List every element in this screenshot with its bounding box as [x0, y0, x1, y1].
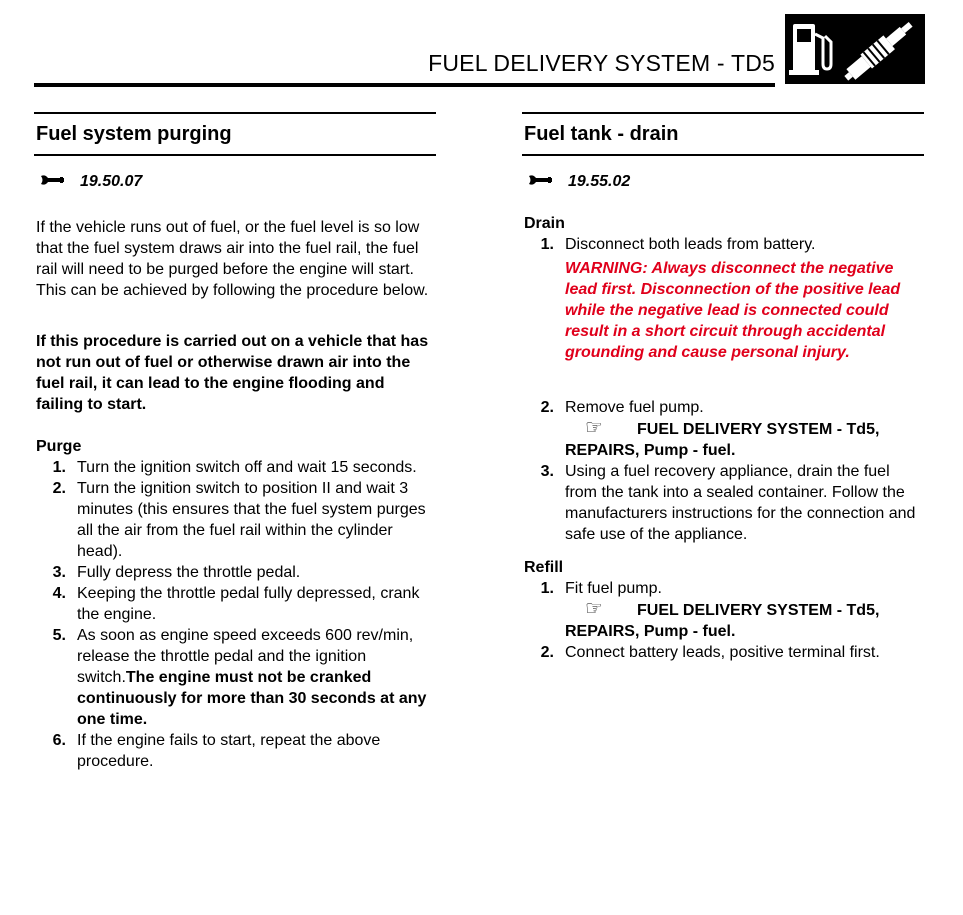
list-item: 2. Remove fuel pump. ☞ FUEL DELIVERY SYSTEM - Td5, REPAIRS, Pump - fuel.: [524, 397, 924, 461]
right-procedure-ref: 19.55.02: [568, 173, 631, 190]
list-item: 2. Turn the ignition switch to position II and wait 3 minutes (this ensures that the fuel system purges all the air from the fuel rail within the cylinder head).: [52, 480, 426, 560]
drain-steps-list: [524, 234, 924, 545]
drain-subheading: Drain: [524, 215, 565, 232]
left-section-title: Fuel system purging: [36, 123, 232, 145]
list-item: 1. Fit fuel pump. ☞ FUEL DELIVERY SYSTEM - Td5, REPAIRS, Pump - fuel.: [524, 578, 924, 642]
refill-subheading: Refill: [524, 559, 564, 576]
list-item: 5. As soon as engine speed exceeds 600 rev/min, release the throttle pedal and the ignition switch.The engine must not be cranked continuously for more than 30 seconds at any one time.: [52, 627, 427, 728]
pointing-hand-icon: ☞: [585, 598, 603, 620]
header-logo: [785, 14, 925, 84]
wrench-icon: [40, 171, 70, 191]
cross-reference-link[interactable]: ☞ FUEL DELIVERY SYSTEM - Td5, REPAIRS, Pump - fuel.: [565, 598, 880, 640]
purge-subheading: Purge: [36, 438, 82, 455]
list-item: 1. Turn the ignition switch off and wait 15 seconds.: [52, 459, 417, 476]
page-header-title: FUEL DELIVERY SYSTEM - TD5: [428, 50, 775, 76]
fuel-pump-icon: [789, 24, 831, 75]
cross-reference-link[interactable]: ☞ FUEL DELIVERY SYSTEM - Td5, REPAIRS, Pump - fuel.: [565, 417, 880, 459]
left-procedure-ref: 19.50.07: [80, 173, 143, 190]
pointing-hand-icon: ☞: [585, 417, 603, 439]
list-item: 6. If the engine fails to start, repeat the above procedure.: [52, 732, 381, 770]
purge-steps-list: [36, 457, 436, 772]
list-item: 3. Fully depress the throttle pedal.: [52, 564, 301, 581]
wrench-icon: [528, 171, 558, 191]
battery-warning: WARNING: Always disconnect the negative lead first. Disconnection of the positive lead while the negative lead is connected could result in a short circuit through accidental grounding and cause personal injury.: [565, 260, 901, 361]
list-item: 3. Using a fuel recovery appliance, drain the fuel from the tank into a sealed container. Follow the manufacturers instructions for the connection and safe use of the appliance.: [540, 463, 916, 543]
header-rule: [34, 83, 775, 87]
list-item: 2. Connect battery leads, positive terminal first.: [540, 644, 880, 661]
left-title-rule-bottom: [34, 154, 436, 156]
right-section-title: Fuel tank - drain: [524, 123, 679, 145]
refill-steps-list: [524, 578, 924, 663]
list-item: 4. Keeping the throttle pedal fully depressed, crank the engine.: [52, 585, 420, 623]
fuel-injector-icon: [841, 17, 917, 84]
left-caution-note: If this procedure is carried out on a vehicle that has not run out of fuel or otherwise drawn air into the fuel rail, it can lead to the engine flooding and failing to start.: [36, 333, 429, 413]
left-intro-text: If the vehicle runs out of fuel, or the fuel level is so low that the fuel system draws air into the fuel rail, the fuel rail will need to be purged before the engine will start. This can be achieved by following the procedure below.: [36, 219, 429, 299]
right-title-rule-top: [522, 112, 924, 114]
list-item: 1. Disconnect both leads from battery. WARNING: Always disconnect the negative lead first. Disconnection of the positive lead while the negative lead is connected could result in a short circuit through accidental grounding and cause personal injury.: [524, 234, 924, 363]
right-title-rule-bottom: [522, 154, 924, 156]
cranking-caution: The engine must not be cranked continuously for more than 30 seconds at any one time.: [77, 669, 427, 728]
left-title-rule-top: [34, 112, 436, 114]
